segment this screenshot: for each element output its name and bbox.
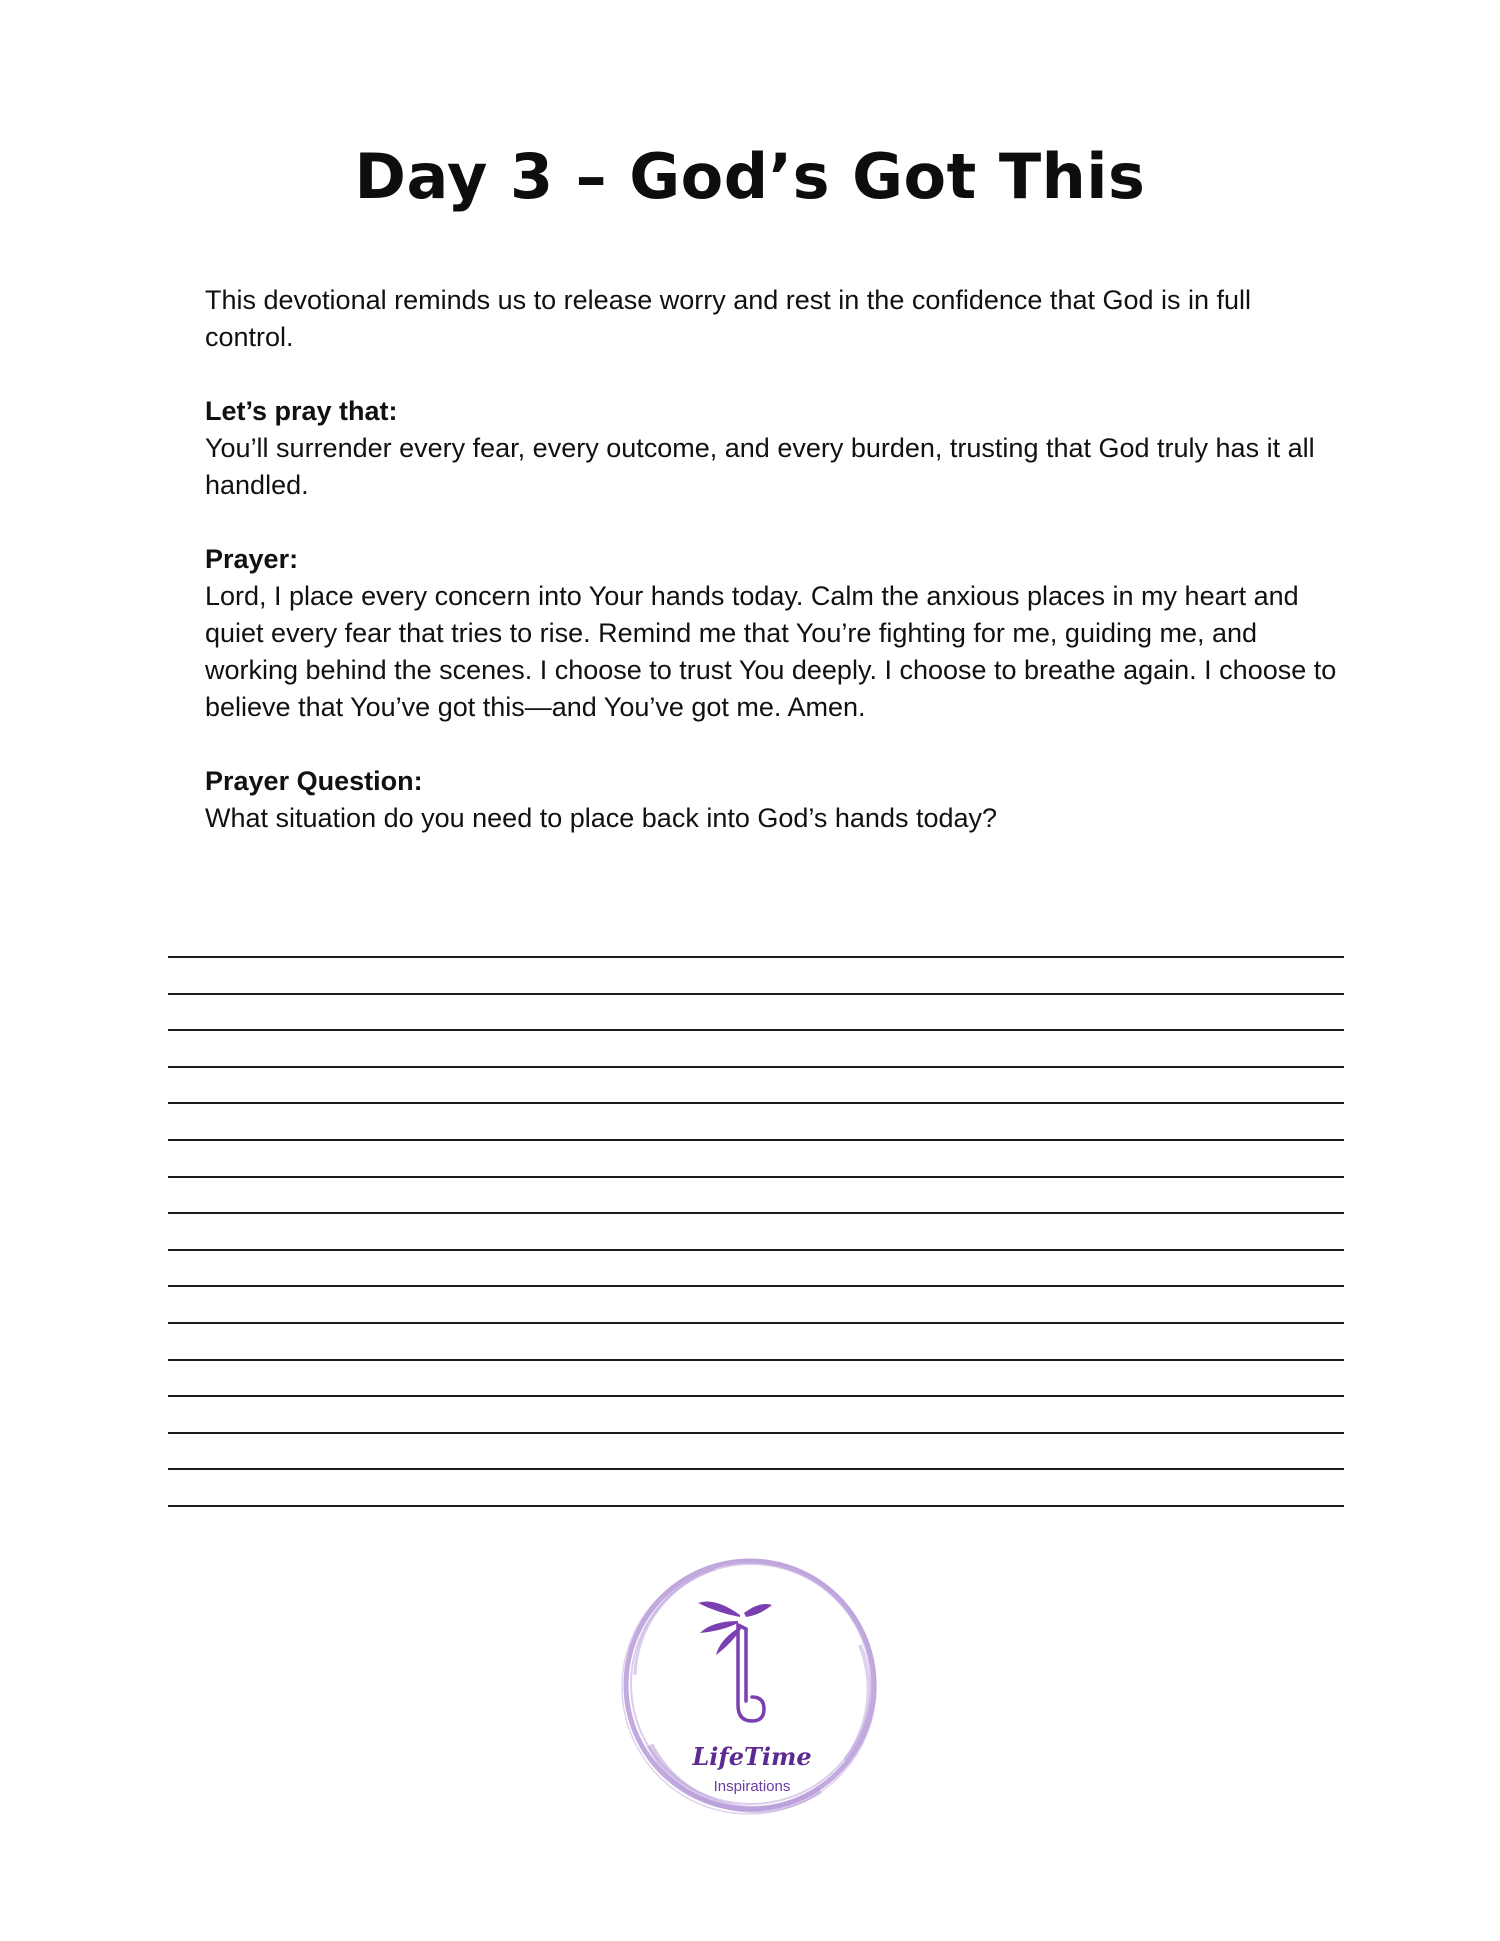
leaf-icon bbox=[698, 1602, 772, 1656]
prayer-text: Lord, I place every concern into Your hands today. Calm the anxious places in my heart and quiet every fear that tries to rise. Remind me that You’re fighting for me, guiding me, and working behind the scenes. I choose to trust You deeply. I choose to breathe again. I choose to believe that You’ve got this—and You’ve got me. Amen. bbox=[205, 581, 1337, 722]
lets-pray-heading: Let’s pray that: bbox=[205, 396, 398, 426]
prayer-heading: Prayer: bbox=[205, 544, 299, 574]
prayer-question-heading: Prayer Question: bbox=[205, 766, 423, 796]
writing-line[interactable] bbox=[168, 1505, 1344, 1507]
lets-pray-section bbox=[205, 393, 1345, 504]
lets-pray-text: You’ll surrender every fear, every outcome, and every burden, trusting that God truly has it all handled. bbox=[205, 433, 1315, 500]
writing-line[interactable] bbox=[168, 993, 1344, 995]
writing-line[interactable] bbox=[168, 1139, 1344, 1141]
writing-line[interactable] bbox=[168, 1432, 1344, 1434]
writing-line[interactable] bbox=[168, 1249, 1344, 1251]
writing-line[interactable] bbox=[168, 1102, 1344, 1104]
devotional-content bbox=[205, 282, 1345, 837]
writing-lines[interactable] bbox=[168, 956, 1344, 1542]
writing-line[interactable] bbox=[168, 1029, 1344, 1031]
prayer-question-section bbox=[205, 763, 1345, 837]
prayer-section bbox=[205, 541, 1345, 726]
writing-line[interactable] bbox=[168, 1066, 1344, 1068]
prayer-question-text: What situation do you need to place back into God’s hands today? bbox=[205, 803, 998, 833]
lifetime-inspirations-logo bbox=[620, 1555, 880, 1815]
intro-paragraph: This devotional reminds us to release worry and rest in the confidence that God is in full control. bbox=[205, 285, 1252, 352]
writing-line[interactable] bbox=[168, 1322, 1344, 1324]
note-icon bbox=[738, 1625, 764, 1721]
page-title: Day 3 – God’s Got This bbox=[354, 140, 1146, 213]
writing-line[interactable] bbox=[168, 1395, 1344, 1397]
writing-line[interactable] bbox=[168, 1359, 1344, 1361]
writing-line[interactable] bbox=[168, 1212, 1344, 1214]
logo-brand-text: LifeTime bbox=[692, 1742, 812, 1771]
writing-line[interactable] bbox=[168, 1468, 1344, 1470]
logo-tagline-text: Inspirations bbox=[713, 1778, 791, 1795]
writing-line[interactable] bbox=[168, 956, 1344, 958]
writing-line[interactable] bbox=[168, 1285, 1344, 1287]
writing-line[interactable] bbox=[168, 1176, 1344, 1178]
logo-ring bbox=[622, 1560, 876, 1814]
